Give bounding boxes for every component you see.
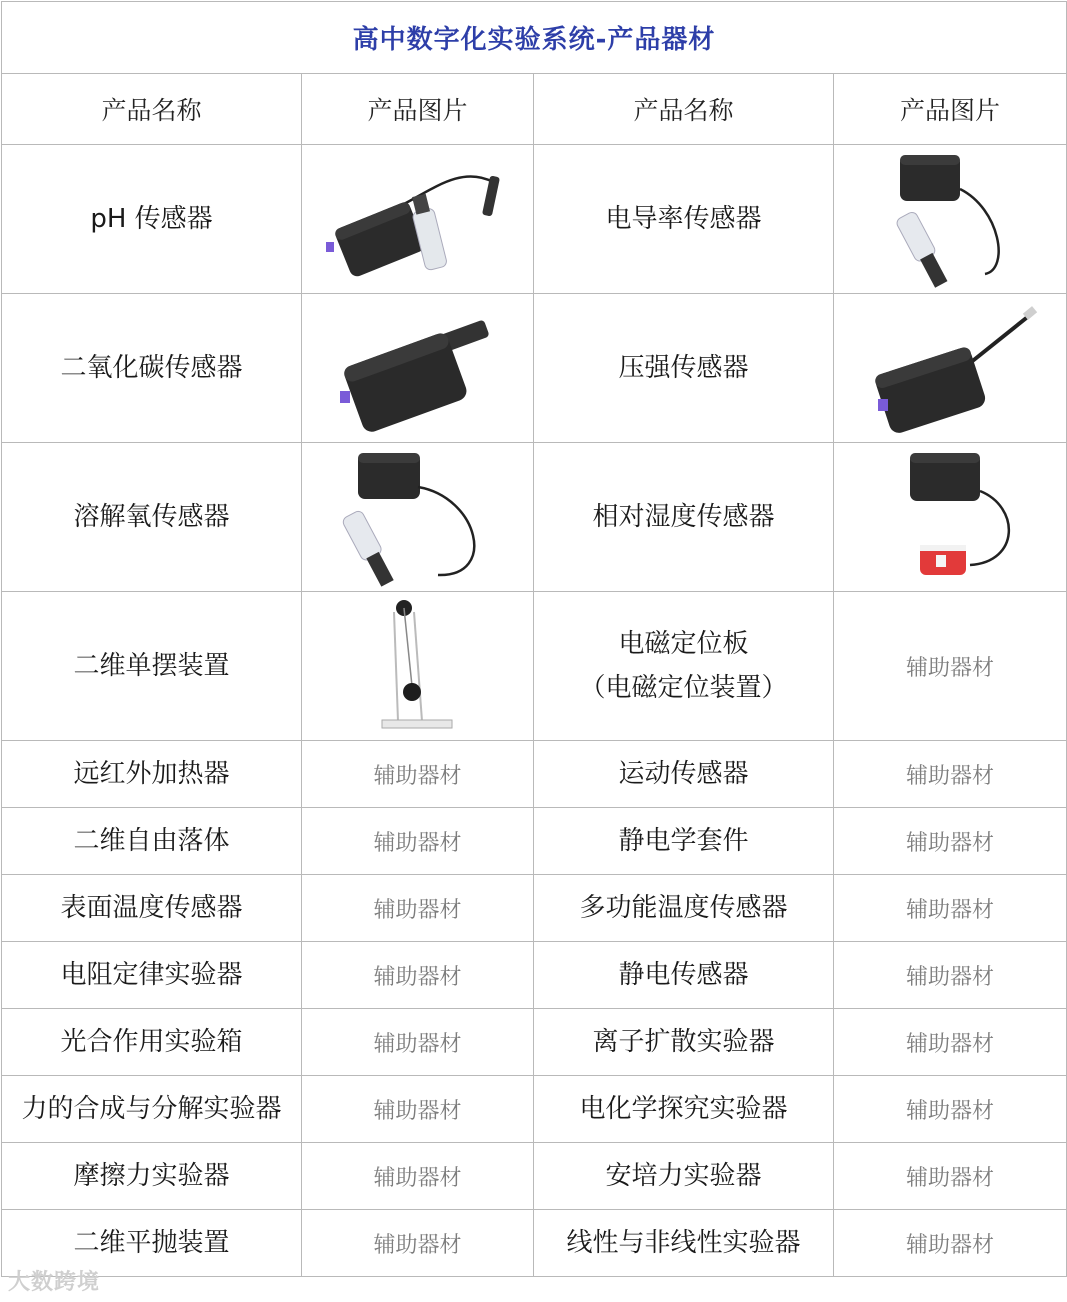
product-table <box>1 1 1067 1277</box>
product-name: 电阻定律实验器 <box>2 942 302 1009</box>
product-name: 表面温度传感器 <box>2 875 302 942</box>
product-name: 相对湿度传感器 <box>534 443 834 592</box>
table-row <box>2 942 1067 1009</box>
product-image-placeholder: 辅助器材 <box>834 808 1067 875</box>
table-row <box>2 875 1067 942</box>
product-name: 离子扩散实验器 <box>534 1009 834 1076</box>
table-row <box>2 741 1067 808</box>
product-name: 安培力实验器 <box>534 1143 834 1210</box>
table-title: 高中数字化实验系统-产品器材 <box>2 2 1067 74</box>
conductivity-sensor-icon <box>860 149 1040 289</box>
pendulum-device-icon <box>358 596 478 736</box>
product-name: 摩擦力实验器 <box>2 1143 302 1210</box>
table-row <box>2 592 1067 741</box>
product-image-placeholder: 辅助器材 <box>834 1210 1067 1277</box>
product-image-cell <box>302 443 534 592</box>
product-image-placeholder: 辅助器材 <box>302 1009 534 1076</box>
product-name: 二维平抛装置 <box>2 1210 302 1277</box>
product-name: 二维单摆装置 <box>2 592 302 741</box>
product-image-cell <box>834 145 1067 294</box>
product-name: 线性与非线性实验器 <box>534 1210 834 1277</box>
product-name: 静电传感器 <box>534 942 834 1009</box>
product-name: 二维自由落体 <box>2 808 302 875</box>
product-image-placeholder: 辅助器材 <box>834 1076 1067 1143</box>
product-image-placeholder: 辅助器材 <box>302 808 534 875</box>
header-product-name-2: 产品名称 <box>534 74 834 145</box>
product-name: pH 传感器 <box>2 145 302 294</box>
product-name: 二氧化碳传感器 <box>2 294 302 443</box>
header-product-image-2: 产品图片 <box>834 74 1067 145</box>
table-row <box>2 808 1067 875</box>
product-name: 电导率传感器 <box>534 145 834 294</box>
header-product-image-1: 产品图片 <box>302 74 534 145</box>
product-image-cell <box>302 294 534 443</box>
product-name: 多功能温度传感器 <box>534 875 834 942</box>
table-row <box>2 1210 1067 1277</box>
product-name-line: （电磁定位装置） <box>579 673 788 703</box>
table-row <box>2 294 1067 443</box>
product-image-placeholder: 辅助器材 <box>834 592 1067 741</box>
product-image-placeholder: 辅助器材 <box>834 1143 1067 1210</box>
table-row <box>2 1143 1067 1210</box>
product-name: 力的合成与分解实验器 <box>2 1076 302 1143</box>
product-name-line: 电磁定位板 <box>618 629 749 659</box>
product-name: 压强传感器 <box>534 294 834 443</box>
product-image-placeholder: 辅助器材 <box>302 1076 534 1143</box>
ph-sensor-icon <box>318 154 518 284</box>
co2-sensor-icon <box>318 303 518 433</box>
table-row <box>2 1076 1067 1143</box>
product-image-placeholder: 辅助器材 <box>302 741 534 808</box>
table-row <box>2 145 1067 294</box>
watermark: 大数跨境 <box>8 1270 101 1295</box>
product-name: 电化学探究实验器 <box>534 1076 834 1143</box>
product-name: 静电学套件 <box>534 808 834 875</box>
product-image-placeholder: 辅助器材 <box>834 1009 1067 1076</box>
product-name: 溶解氧传感器 <box>2 443 302 592</box>
product-image-cell <box>302 145 534 294</box>
product-image-placeholder: 辅助器材 <box>302 1210 534 1277</box>
product-image-placeholder: 辅助器材 <box>834 875 1067 942</box>
dissolved-oxygen-sensor-icon <box>328 447 508 587</box>
pressure-sensor-icon <box>860 303 1040 433</box>
product-image-placeholder: 辅助器材 <box>302 942 534 1009</box>
table-row <box>2 1009 1067 1076</box>
product-image-placeholder: 辅助器材 <box>834 741 1067 808</box>
product-image-cell <box>302 592 534 741</box>
table-row <box>2 443 1067 592</box>
humidity-sensor-icon <box>860 447 1040 587</box>
product-image-placeholder: 辅助器材 <box>302 875 534 942</box>
product-name: 光合作用实验箱 <box>2 1009 302 1076</box>
product-image-cell <box>834 443 1067 592</box>
product-image-placeholder: 辅助器材 <box>302 1143 534 1210</box>
product-name: 运动传感器 <box>534 741 834 808</box>
product-image-cell <box>834 294 1067 443</box>
product-image-placeholder: 辅助器材 <box>834 942 1067 1009</box>
product-name-multiline <box>534 592 834 741</box>
product-name: 远红外加热器 <box>2 741 302 808</box>
header-product-name-1: 产品名称 <box>2 74 302 145</box>
